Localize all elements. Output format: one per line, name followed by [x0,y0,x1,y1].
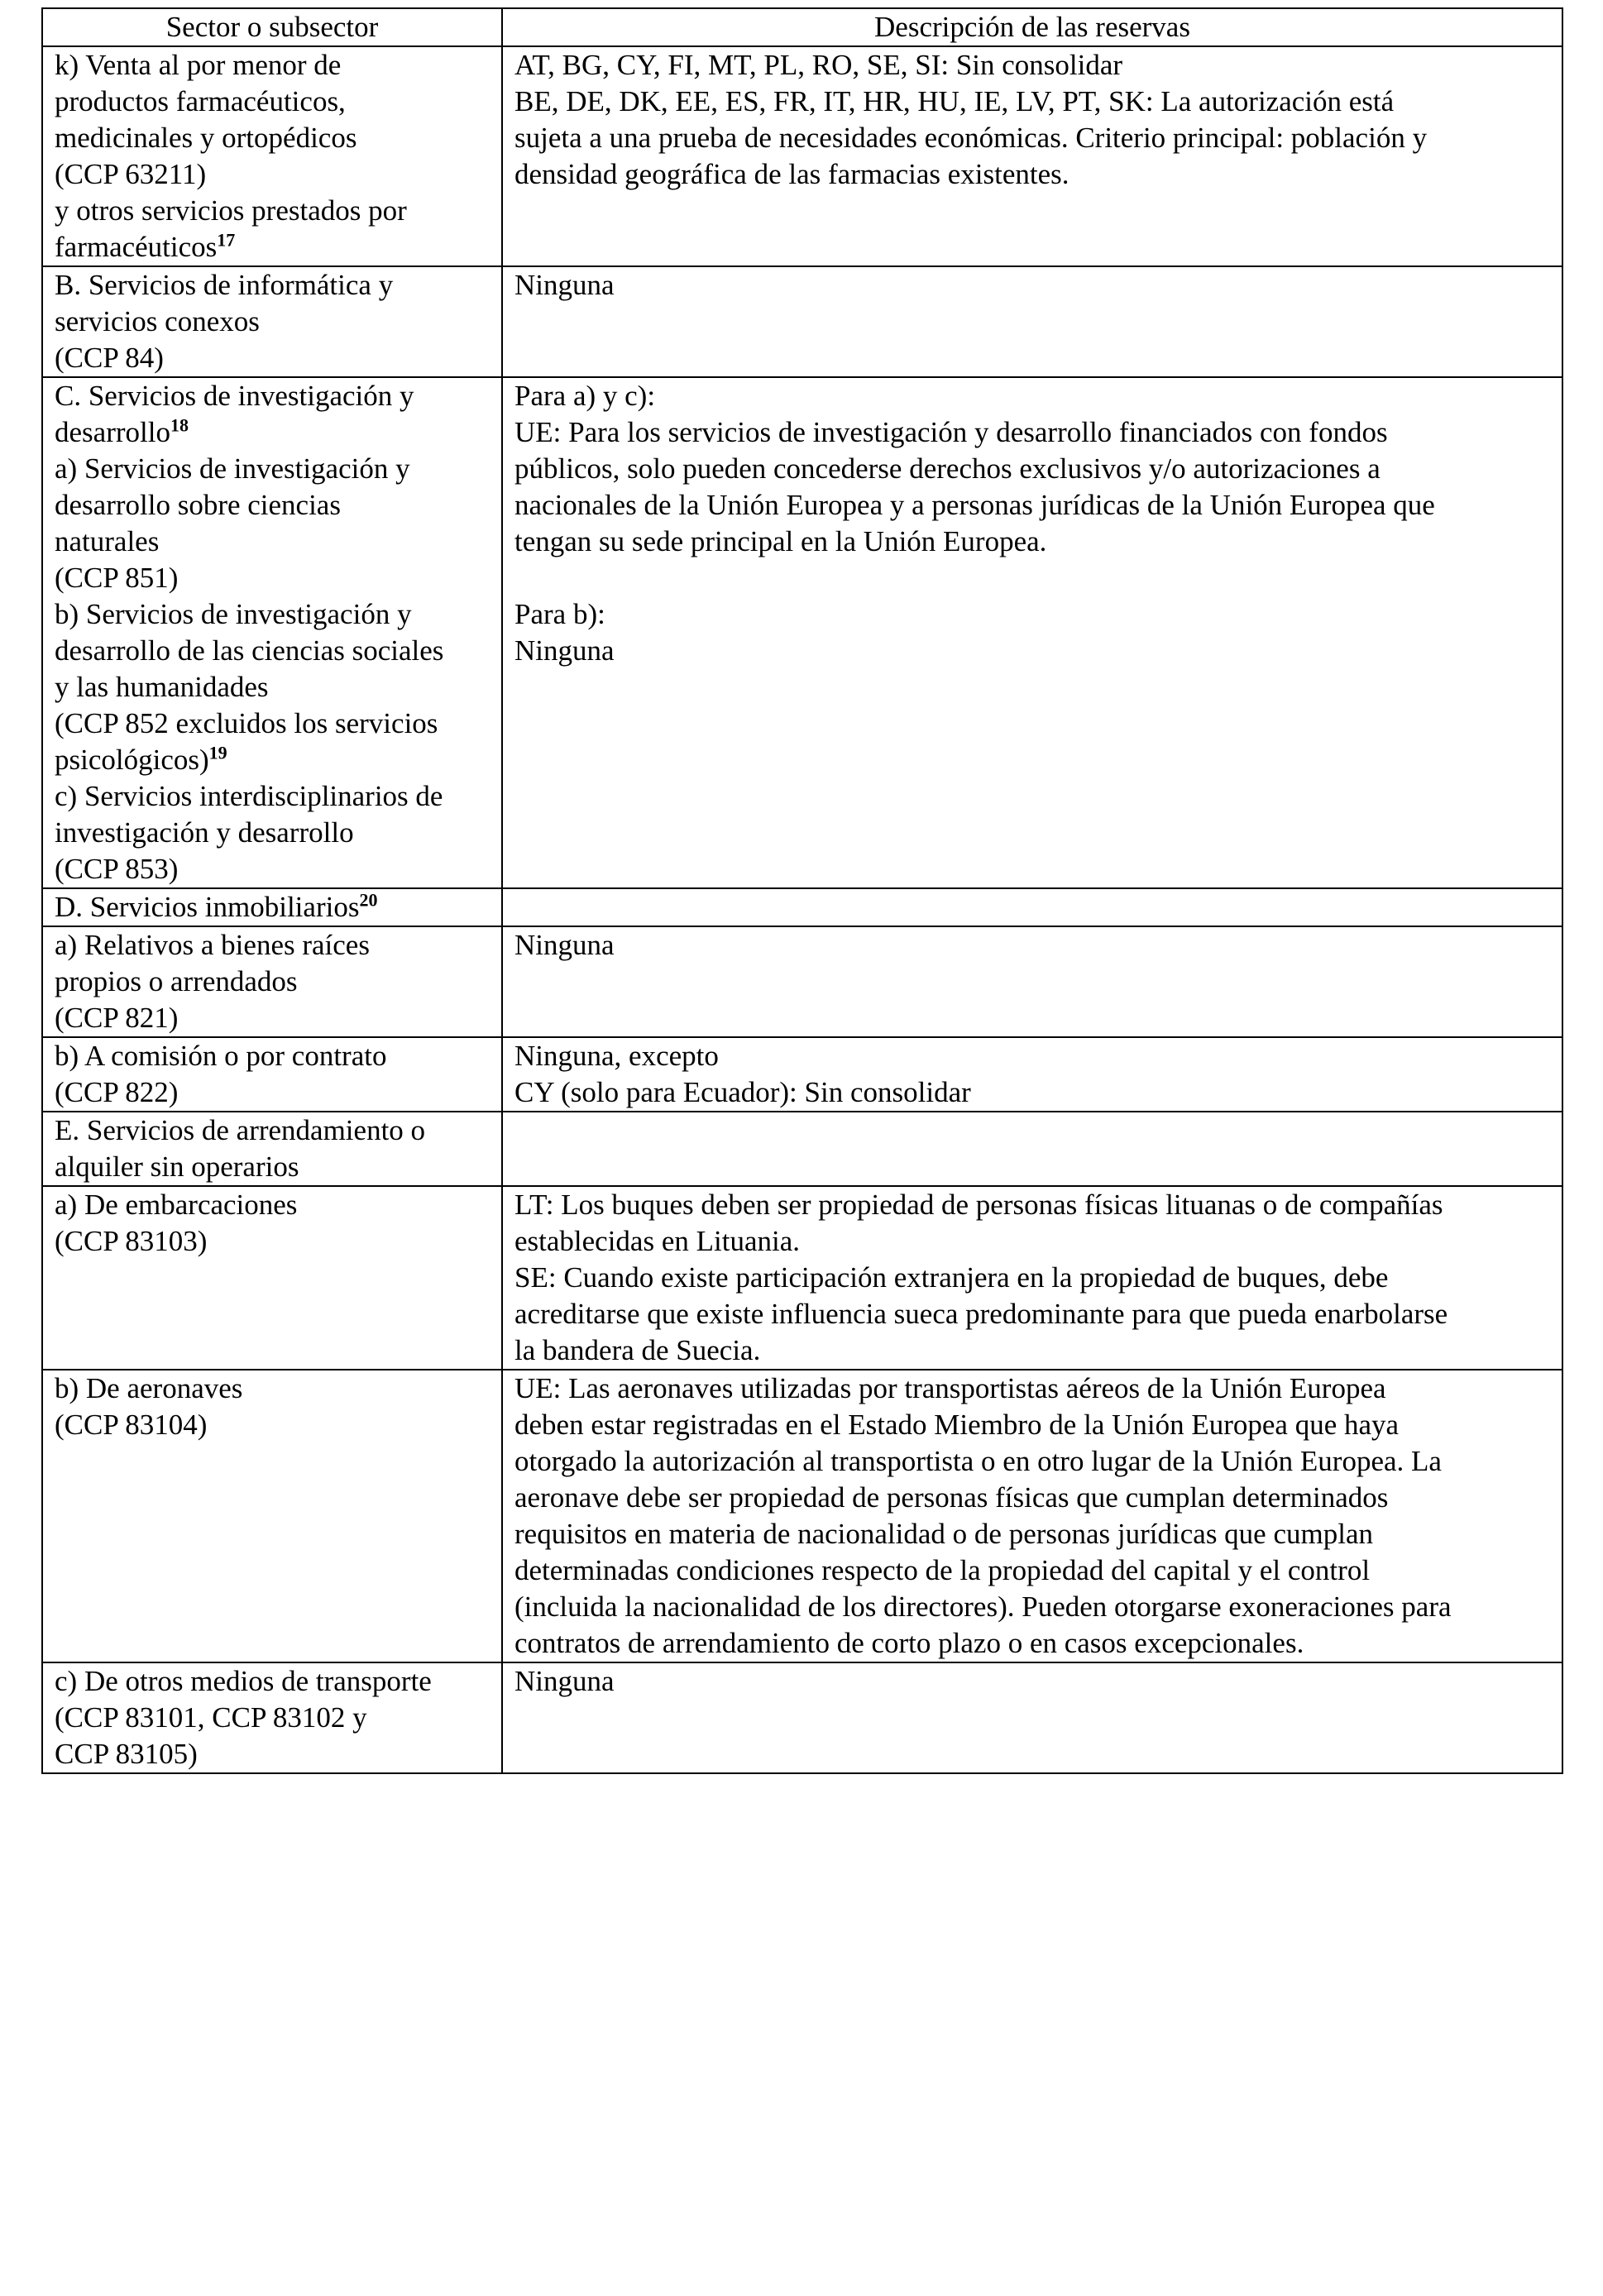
description-cell [502,1370,1562,1662]
sector-title: C. Servicios de investigación y [55,380,414,412]
description-line: determinadas condiciones respecto de la propiedad del capital y el control [514,1554,1371,1586]
description-line: acreditarse que existe influencia sueca predominante para que pueda enarbolarse [514,1298,1448,1330]
description-line: UE: Las aeronaves utilizadas por transportistas aéreos de la Unión Europea [514,1372,1386,1404]
description-line: UE: Para los servicios de investigación y desarrollo financiados con fondos [514,416,1388,448]
table-row [42,1662,1562,1773]
sector-line: E. Servicios de arrendamiento o [55,1114,426,1146]
description-line: la bandera de Suecia. [514,1334,761,1366]
table-header-row [42,8,1562,46]
description-line: Para a) y c): [514,380,656,412]
sector-cell [42,1370,502,1662]
description-line: sujeta a una prueba de necesidades económicas. Criterio principal: población y [514,122,1428,154]
description-cell [502,46,1562,266]
description-line: AT, BG, CY, FI, MT, PL, RO, SE, SI: Sin consolidar [514,49,1123,81]
sector-line: b) De aeronaves [55,1372,243,1404]
description-line: Ninguna [514,269,615,301]
sector-line: (CCP 821) [55,1002,179,1034]
table-row [42,926,1562,1037]
sector-line: medicinales y ortopédicos [55,122,357,154]
footnote-marker[interactable]: 19 [208,742,227,763]
sector-line: (CCP 63211) [55,158,207,190]
sector-line: desarrollo de las ciencias sociales [55,634,444,667]
description-line: Ninguna, excepto [514,1040,719,1072]
description-line: aeronave debe ser propiedad de personas físicas que cumplan determinados [514,1481,1389,1514]
description-line: tengan su sede principal en la Unión Europea. [514,525,1047,557]
sector-cell [42,46,502,266]
paragraph-spacer [514,560,1550,596]
description-cell [502,926,1562,1037]
footnote-marker[interactable]: 20 [359,889,378,911]
description-cell [502,1112,1562,1186]
sector-line: CCP 83105) [55,1738,198,1770]
description-line: Ninguna [514,929,615,961]
sector-cell [42,1186,502,1370]
description-line: otorgado la autorización al transportista o en otro lugar de la Unión Europea. La [514,1445,1442,1477]
sector-line: desarrollo sobre ciencias [55,489,341,521]
description-cell [502,266,1562,377]
sector-line: (CCP 83104) [55,1409,208,1441]
sector-title-with-footnote [55,414,490,451]
sector-line: y las humanidades [55,671,269,703]
sector-cell [42,926,502,1037]
sector-cell [42,888,502,926]
description-cell [502,377,1562,888]
sector-line: (CCP 83101, CCP 83102 y [55,1701,367,1734]
description-cell [502,1662,1562,1773]
description-line: requisitos en materia de nacionalidad o de personas jurídicas que cumplan [514,1518,1373,1550]
table-row [42,1037,1562,1112]
sector-line: c) De otros medios de transporte [55,1665,432,1697]
sector-line: (CCP 853) [55,853,179,885]
sector-line: b) A comisión o por contrato [55,1040,387,1072]
sector-line: farmacéuticos [55,231,218,263]
table-row [42,1112,1562,1186]
reservations-table [41,7,1563,1774]
sector-line: c) Servicios interdisciplinarios de [55,780,443,812]
sector-line: y otros servicios prestados por [55,194,407,227]
table-row [42,1370,1562,1662]
sector-line: (CCP 84) [55,342,164,374]
sector-line: productos farmacéuticos, [55,85,346,117]
sector-line: psicológicos) [55,744,209,776]
description-line: LT: Los buques deben ser propiedad de personas físicas lituanas o de compañías [514,1189,1443,1221]
sector-line: naturales [55,525,160,557]
sector-title-2: desarrollo [55,416,170,448]
table-row [42,377,1562,888]
description-line: Ninguna [514,1665,615,1697]
header-description: Descripción de las reservas [502,8,1562,46]
sector-line: alquiler sin operarios [55,1150,299,1183]
header-sector: Sector o subsector [42,8,502,46]
sector-line: a) Servicios de investigación y [55,452,410,485]
description-line: SE: Cuando existe participación extranjera en la propiedad de buques, debe [514,1261,1389,1294]
sector-cell [42,1662,502,1773]
description-line: CY (solo para Ecuador): Sin consolidar [514,1076,971,1108]
description-line: establecidas en Lituania. [514,1225,800,1257]
sector-cell [42,1037,502,1112]
description-line: Ninguna [514,634,615,667]
sector-line: investigación y desarrollo [55,816,354,849]
description-line: nacionales de la Unión Europea y a personas jurídicas de la Unión Europea que [514,489,1435,521]
sector-cell [42,266,502,377]
sector-line: servicios conexos [55,305,260,337]
sector-line-with-footnote [55,889,490,926]
description-line: públicos, solo pueden concederse derechos exclusivos y/o autorizaciones a [514,452,1380,485]
sector-cell [42,377,502,888]
sector-line: D. Servicios inmobiliarios [55,891,360,923]
sector-line: (CCP 852 excluidos los servicios [55,707,438,739]
sector-line-with-footnote [55,229,490,265]
sector-line: (CCP 822) [55,1076,179,1108]
sector-line: propios o arrendados [55,965,298,997]
table-row [42,1186,1562,1370]
description-cell [502,888,1562,926]
footnote-marker[interactable]: 18 [170,414,189,436]
sector-line: (CCP 83103) [55,1225,208,1257]
sector-cell [42,1112,502,1186]
table-row [42,46,1562,266]
description-cell [502,1186,1562,1370]
description-line: Para b): [514,598,605,630]
description-line: BE, DE, DK, EE, ES, FR, IT, HR, HU, IE, LV, PT, SK: La autorización está [514,85,1395,117]
sector-line: k) Venta al por menor de [55,49,342,81]
description-line: (incluida la nacionalidad de los directores). Pueden otorgarse exoneraciones para [514,1590,1452,1623]
description-cell [502,1037,1562,1112]
table-row [42,266,1562,377]
sector-line: a) Relativos a bienes raíces [55,929,370,961]
sector-line: a) De embarcaciones [55,1189,298,1221]
description-line: contratos de arrendamiento de corto plazo o en casos excepcionales. [514,1627,1304,1659]
description-line: densidad geográfica de las farmacias existentes. [514,158,1069,190]
sector-line: (CCP 851) [55,562,179,594]
sector-line: b) Servicios de investigación y [55,598,412,630]
description-line: deben estar registradas en el Estado Miembro de la Unión Europea que haya [514,1409,1400,1441]
footnote-marker[interactable]: 17 [217,229,236,251]
sector-line: B. Servicios de informática y [55,269,394,301]
sector-line-with-footnote [55,742,490,778]
table-row [42,888,1562,926]
